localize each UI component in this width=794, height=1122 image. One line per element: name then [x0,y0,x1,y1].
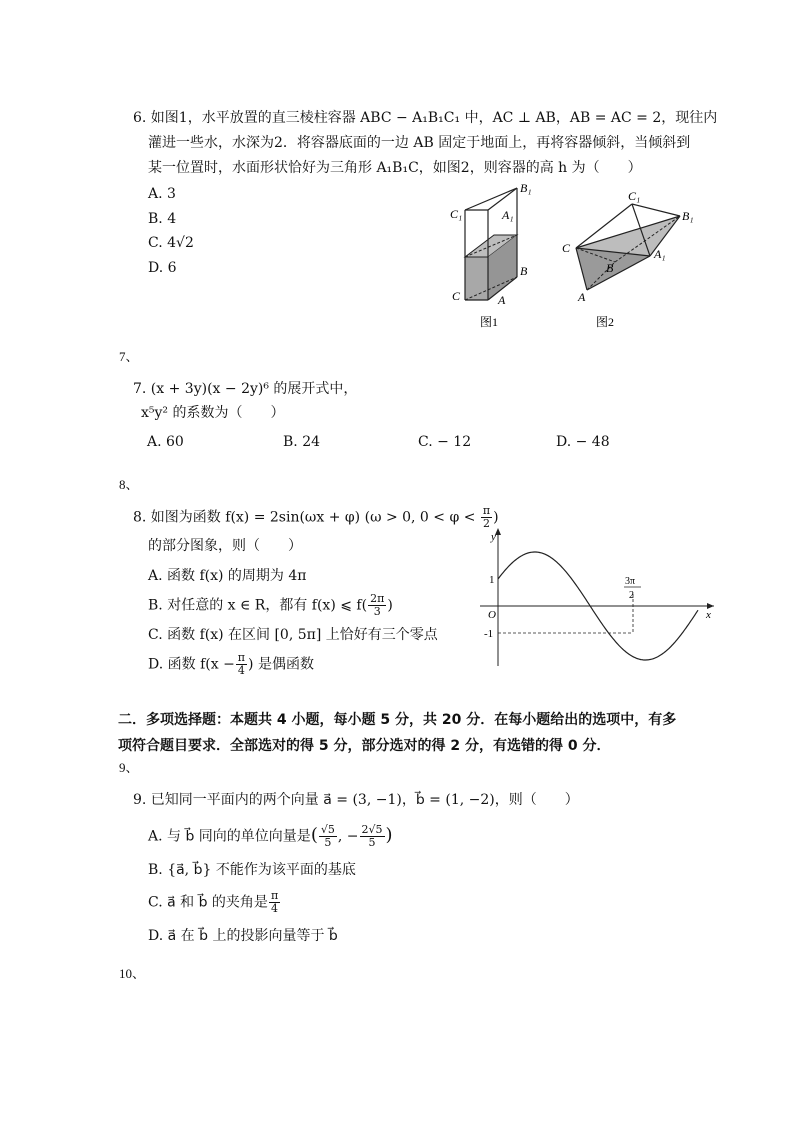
q8-line-2: 的部分图象，则（ ） [148,538,302,554]
q7-option-b: B. 24 [283,434,321,450]
graph-x-tick-numerator: 3π [625,576,636,587]
fig2-label-b1: B₁ [682,209,694,223]
q7-option-d: D. − 48 [556,434,610,450]
q6-figure-1 [440,180,550,335]
q9-optc-fraction: $\frac{\pi}{4}$ [270,889,279,915]
q8-optb-fraction: $\frac{2\pi}{3}$ [370,592,385,618]
section-2-heading-line-1: 二．多项选择题：本题共 4 小题，每小题 5 分，共 20 分．在每小题给出的选项中，有多 [118,712,677,728]
question-number-10: 10、 [119,966,146,981]
fig2-caption: 图2 [596,315,615,329]
fig2-label-c1: C₁ [628,189,641,203]
fig2-label-a: A [578,290,586,304]
q8-line-1: 8. 如图为函数 f(x) = 2sin(ωx + φ) (ω > 0, 0 < φ < $\frac{\pi}{2}$ ) [133,504,499,530]
q6-option-a: A. 3 [148,186,176,202]
question-number-8: 8、 [119,477,139,492]
q8-cond-fraction: $\frac{\pi}{2}$ [482,504,491,530]
q6-option-b: B. 4 [148,211,177,227]
graph-x-tick-denominator: 2 [629,590,634,601]
q8-optd-fraction: $\frac{\pi}{4}$ [237,651,246,677]
q7-line-1: 7. (x + 3y)(x − 2y)⁶ 的展开式中， [133,381,358,397]
graph-origin-label: O [488,609,496,621]
graph-tick-1: 1 [489,574,495,586]
q9-option-b: B. {a⃗, b⃗} 不能作为该平面的基底 [148,862,356,878]
fig2-label-a1: A₁ [654,247,666,261]
q7-line-2: x⁵y² 的系数为（ ） [141,405,285,421]
fig2-label-b: B [606,261,614,275]
q8-sine-graph [478,526,718,668]
fig1-caption: 图1 [480,315,499,329]
q6-line-2: 灌进一些水，水深为2．将容器底面的一边 AB 固定于地面上，再将容器倾斜，当倾斜到 [148,135,691,151]
question-number-9: 9、 [119,760,139,775]
q6-line-1: 6. 如图1，水平放置的直三棱柱容器 ABC − A₁B₁C₁ 中，AC ⊥ AB，AB = AC = 2，现往内 [133,110,718,126]
graph-tick-minus-1: -1 [484,628,494,640]
q7-option-a: A. 60 [147,434,184,450]
q6-line-3: 某一位置时，水面形状恰好为三角形 A₁B₁C，如图2，则容器的高 h 为（ ） [148,160,642,176]
fig2-label-c: C [562,241,571,255]
q6-option-d: D. 6 [148,260,177,276]
q9-opta-fraction-1: $\frac{√5}{5}$ [320,823,335,849]
q6-figure-2 [560,180,710,335]
q9-option-a: A. 与 b⃗ 同向的单位向量是( $\frac{√5}{5}$ , − $\frac{2√5}{5}$ ) [148,823,393,849]
q8-option-a: A. 函数 f(x) 的周期为 4π [148,568,307,584]
fig1-label-b: B [520,264,528,278]
section-2-heading-line-2: 项符合题目要求．全部选对的得 5 分，部分选对的得 2 分，有选错的得 0 分． [118,738,611,754]
fig1-water-front [465,257,488,300]
question-number-7: 7、 [119,349,139,364]
q8-line-1-main: 8. 如图为函数 f(x) = 2sin(ωx + φ) [133,509,361,526]
fig1-label-a1: A₁ [502,208,514,222]
q6-option-c: C. 4√2 [148,235,194,251]
graph-x-label: x [706,609,711,621]
q8-option-b: B. 对任意的 x ∈ R，都有 f(x) ⩽ f( $\frac{2\pi}{3}$ ) [148,592,393,618]
fig1-label-b1: B₁ [520,181,532,195]
graph-y-label: y [491,531,496,543]
fig1-label-a: A [498,293,506,307]
q9-option-c: C. a⃗ 和 b⃗ 的夹角是 $\frac{\pi}{4}$ [148,889,279,915]
q8-line-1-cond: (ω > 0, 0 < φ < [364,509,476,526]
q9-option-d: D. a⃗ 在 b⃗ 上的投影向量等于 b⃗ [148,928,338,944]
fig1-label-c: C [452,289,461,303]
fig1-label-c1: C₁ [450,207,463,221]
q8-option-c: C. 函数 f(x) 在区间 [0, 5π] 上恰好有三个零点 [148,627,438,643]
q9-line-1: 9. 已知同一平面内的两个向量 a⃗ = (3, −1)，b⃗ = (1, −2)，则（ ） [133,792,579,808]
q7-option-c: C. − 12 [418,434,472,450]
q8-option-d: D. 函数 f(x − $\frac{\pi}{4}$ ) 是偶函数 [148,651,314,677]
q9-opta-fraction-2: $\frac{2√5}{5}$ [361,823,383,849]
